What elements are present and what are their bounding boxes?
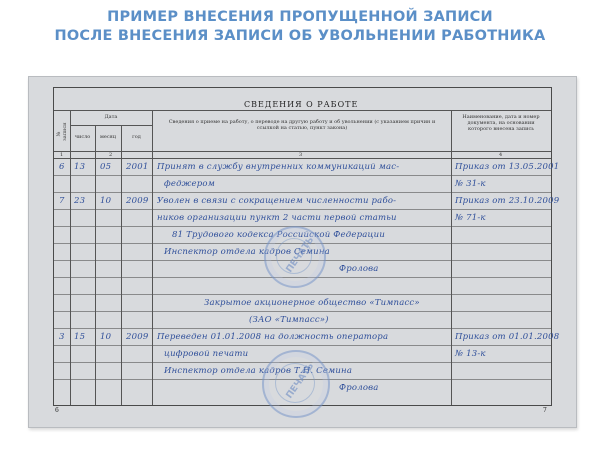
row-rule xyxy=(54,345,551,346)
company-short-name: (ЗАО «Тимпасс») xyxy=(249,315,329,325)
entry-3-line-2: цифровой печати xyxy=(164,349,249,359)
col-line-5 xyxy=(451,110,452,405)
col-number-1: 1 xyxy=(60,152,64,158)
entry-7-signature: Фролова xyxy=(339,264,379,274)
entry-3-month: 10 xyxy=(100,332,112,342)
row-rule xyxy=(54,192,551,193)
header-month: месяц xyxy=(99,134,117,140)
document-headline xyxy=(0,8,600,46)
seal-stamp-upper xyxy=(264,226,326,288)
col-number-4: 4 xyxy=(499,152,503,158)
row-rule xyxy=(54,209,551,210)
entry-3-basis-2: № 13-к xyxy=(455,349,486,359)
entry-7-month: 10 xyxy=(100,196,112,206)
entry-3-signature: Фролова xyxy=(339,383,379,393)
entry-7-line-3: 81 Трудового кодекса Российской Федерации xyxy=(172,230,385,240)
entry-7-line-1: Уволен в связи с сокращением численности рабо- xyxy=(157,196,397,206)
entry-3-year: 2009 xyxy=(126,332,149,342)
row-rule xyxy=(54,294,551,295)
seal-word: ПЕЧАТЬ xyxy=(284,235,317,275)
entry-7-basis-2: № 71-к xyxy=(455,213,486,223)
date-split-line xyxy=(70,125,152,126)
entry-6-line-2: феджером xyxy=(164,179,215,189)
col-line-1 xyxy=(70,110,71,405)
headline-line-2: ПОСЛЕ ВНЕСЕНИЯ ЗАПИСИ ОБ УВОЛЬНЕНИИ РАБОТНИКА xyxy=(54,28,546,44)
entry-7-line-4: Инспектор отдела кадров Семина xyxy=(164,247,330,257)
header-day: число xyxy=(74,134,91,140)
entry-3-no: 3 xyxy=(59,332,65,342)
entry-3-day: 15 xyxy=(74,332,86,342)
entry-6-line-1: Принят в службу внутренних коммуникаций мас- xyxy=(157,162,400,172)
col-number-2: 2 xyxy=(109,152,113,158)
page-number-right: 7 xyxy=(543,407,547,414)
row-rule xyxy=(54,328,551,329)
entry-3-line-1: Переведен 01.01.2008 на должность оператора xyxy=(157,332,389,342)
header-top-line xyxy=(54,110,551,111)
col-line-3 xyxy=(121,125,122,405)
column-number-line xyxy=(54,158,551,159)
seal-word: ПЕЧАТЬ xyxy=(284,361,317,401)
headline-line-1: ПРИМЕР ВНЕСЕНИЯ ПРОПУЩЕННОЙ ЗАПИСИ xyxy=(107,9,493,25)
header-year: год xyxy=(132,134,141,140)
sheet-frame xyxy=(53,87,560,406)
entry-3-line-3: Инспектор отдела кадров Т.Н. Семина xyxy=(164,366,353,376)
entry-7-line-2: ников организации пункт 2 части первой статьи xyxy=(157,213,397,223)
entry-6-no: 6 xyxy=(59,162,65,172)
row-rule xyxy=(54,175,551,176)
entry-7-basis-1: Приказ от 23.10.2009 xyxy=(455,196,560,206)
header-bottom-line xyxy=(54,151,551,152)
col-number-3: 3 xyxy=(299,152,303,158)
company-name: Закрытое акционерное общество «Тимпасс» xyxy=(204,298,420,308)
header-record-no: № записи xyxy=(56,122,68,141)
entry-7-day: 23 xyxy=(74,196,86,206)
entry-6-year: 2001 xyxy=(126,162,149,172)
sheet-title: СВЕДЕНИЯ О РАБОТЕ xyxy=(244,100,359,109)
entry-3-basis-1: Приказ от 01.01.2008 xyxy=(455,332,560,342)
header-basis: Наименование, дата и номер документа, на основании которого внесена запись xyxy=(462,114,540,132)
seal-stamp-lower xyxy=(262,350,330,418)
entry-6-day: 13 xyxy=(74,162,86,172)
header-info: Сведения о приеме на работу, о переводе на другую работу и об увольнении (с указанием причин и ссылкой на статью, пункт закона) xyxy=(168,119,436,131)
entry-7-no: 7 xyxy=(59,196,65,206)
work-book-sheet xyxy=(28,76,577,428)
col-line-2 xyxy=(95,125,96,405)
col-line-4 xyxy=(152,110,153,405)
entry-6-month: 05 xyxy=(100,162,112,172)
row-rule xyxy=(54,311,551,312)
entry-6-basis-1: Приказ от 13.05.2001 xyxy=(455,162,560,172)
header-date: Дата xyxy=(104,114,118,120)
entry-7-year: 2009 xyxy=(126,196,149,206)
page-number-left: 6 xyxy=(55,407,59,414)
entry-6-basis-2: № 31-к xyxy=(455,179,486,189)
